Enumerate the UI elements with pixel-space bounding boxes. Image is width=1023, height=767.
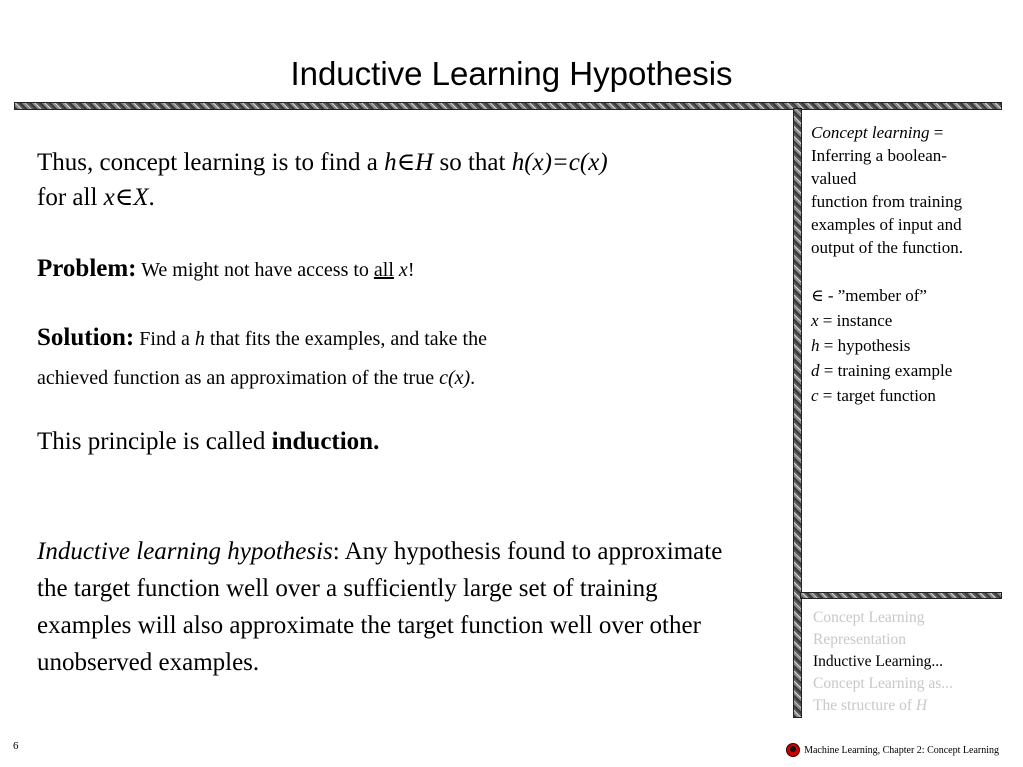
text: examples of input and	[811, 215, 962, 234]
glossary-block	[811, 283, 996, 408]
footer	[786, 743, 999, 757]
paragraph-hypothesis	[37, 533, 737, 681]
math-h: h	[194, 328, 205, 350]
paragraph-induction	[37, 424, 777, 459]
sidebar-divider	[793, 108, 802, 718]
text: .	[148, 184, 155, 211]
slide-number: 6	[13, 740, 19, 752]
nav-item-concept-learning-as[interactable]: Concept Learning as...	[813, 675, 953, 692]
text: = instance	[818, 311, 893, 330]
paragraph-solution	[37, 320, 777, 399]
text: This principle is called	[37, 428, 272, 455]
text: valued	[811, 169, 857, 188]
induction-term: induction.	[271, 428, 380, 455]
slide-title: Inductive Learning Hypothesis	[290, 55, 733, 92]
text: output of the function.	[811, 238, 964, 257]
top-divider	[14, 102, 1002, 110]
text: Thus, concept learning is to find a	[37, 149, 385, 176]
text: - ”member of”	[823, 286, 927, 305]
text: = hypothesis	[819, 336, 911, 355]
text: for all	[37, 184, 104, 211]
text: The structure of	[813, 697, 916, 714]
symbol-c: c	[811, 386, 819, 405]
underlined-all: all	[373, 259, 394, 281]
text: = training example	[819, 361, 953, 380]
problem-label: Problem:	[37, 255, 137, 282]
paragraph-problem	[37, 251, 777, 288]
text: so that	[433, 149, 512, 176]
math-H: H	[415, 149, 434, 176]
member-of-symbol: ∈	[811, 286, 824, 305]
symbol-x: x	[811, 311, 819, 330]
hypothesis-label: Inductive learning hypothesis	[37, 538, 333, 565]
definition-term: Concept learning	[811, 123, 930, 142]
text: .	[470, 367, 476, 389]
logo-icon	[786, 743, 800, 757]
footer-text: Machine Learning, Chapter 2: Concept Learning	[804, 744, 999, 756]
symbol-h: h	[811, 336, 820, 355]
nav-item-structure-of-h[interactable]	[813, 695, 998, 717]
math-cx: c(x)	[439, 367, 471, 389]
math-x: x	[398, 259, 408, 281]
nav-divider	[800, 592, 1002, 599]
math-x: x	[103, 184, 115, 211]
definition-block	[811, 121, 996, 259]
sidebar-notes	[811, 121, 996, 408]
text: that fits the examples, and take the	[204, 328, 487, 350]
text: We might not have access to	[136, 259, 374, 281]
math-H: H	[915, 697, 928, 714]
member-of-symbol: ∈	[396, 149, 416, 176]
symbol-d: d	[811, 361, 820, 380]
math-equation: h(x)=c(x)	[511, 149, 608, 176]
text: achieved function as an approximation of the true	[37, 367, 440, 389]
solution-label: Solution:	[37, 324, 135, 351]
member-of-symbol: ∈	[114, 184, 134, 211]
text: !	[407, 259, 415, 281]
math-h: h	[384, 149, 397, 176]
nav-item-concept-learning[interactable]: Concept Learning	[813, 609, 925, 626]
math-X: X	[133, 184, 149, 211]
main-content	[37, 145, 777, 681]
text: : Any hypothesis found to approximate the target function well over a sufficiently large set of training examples will also approximate the target function well over other unobserved examples.	[37, 538, 723, 676]
nav-item-representation[interactable]: Representation	[813, 631, 906, 648]
nav-item-inductive-learning[interactable]: Inductive Learning...	[813, 653, 943, 670]
text: function from training	[811, 192, 963, 211]
paragraph-definition	[37, 145, 777, 215]
text: =	[929, 123, 944, 142]
text: = target function	[818, 386, 936, 405]
section-nav	[813, 607, 998, 717]
text: Find a	[134, 328, 195, 350]
text: Inferring a boolean-	[811, 146, 947, 165]
